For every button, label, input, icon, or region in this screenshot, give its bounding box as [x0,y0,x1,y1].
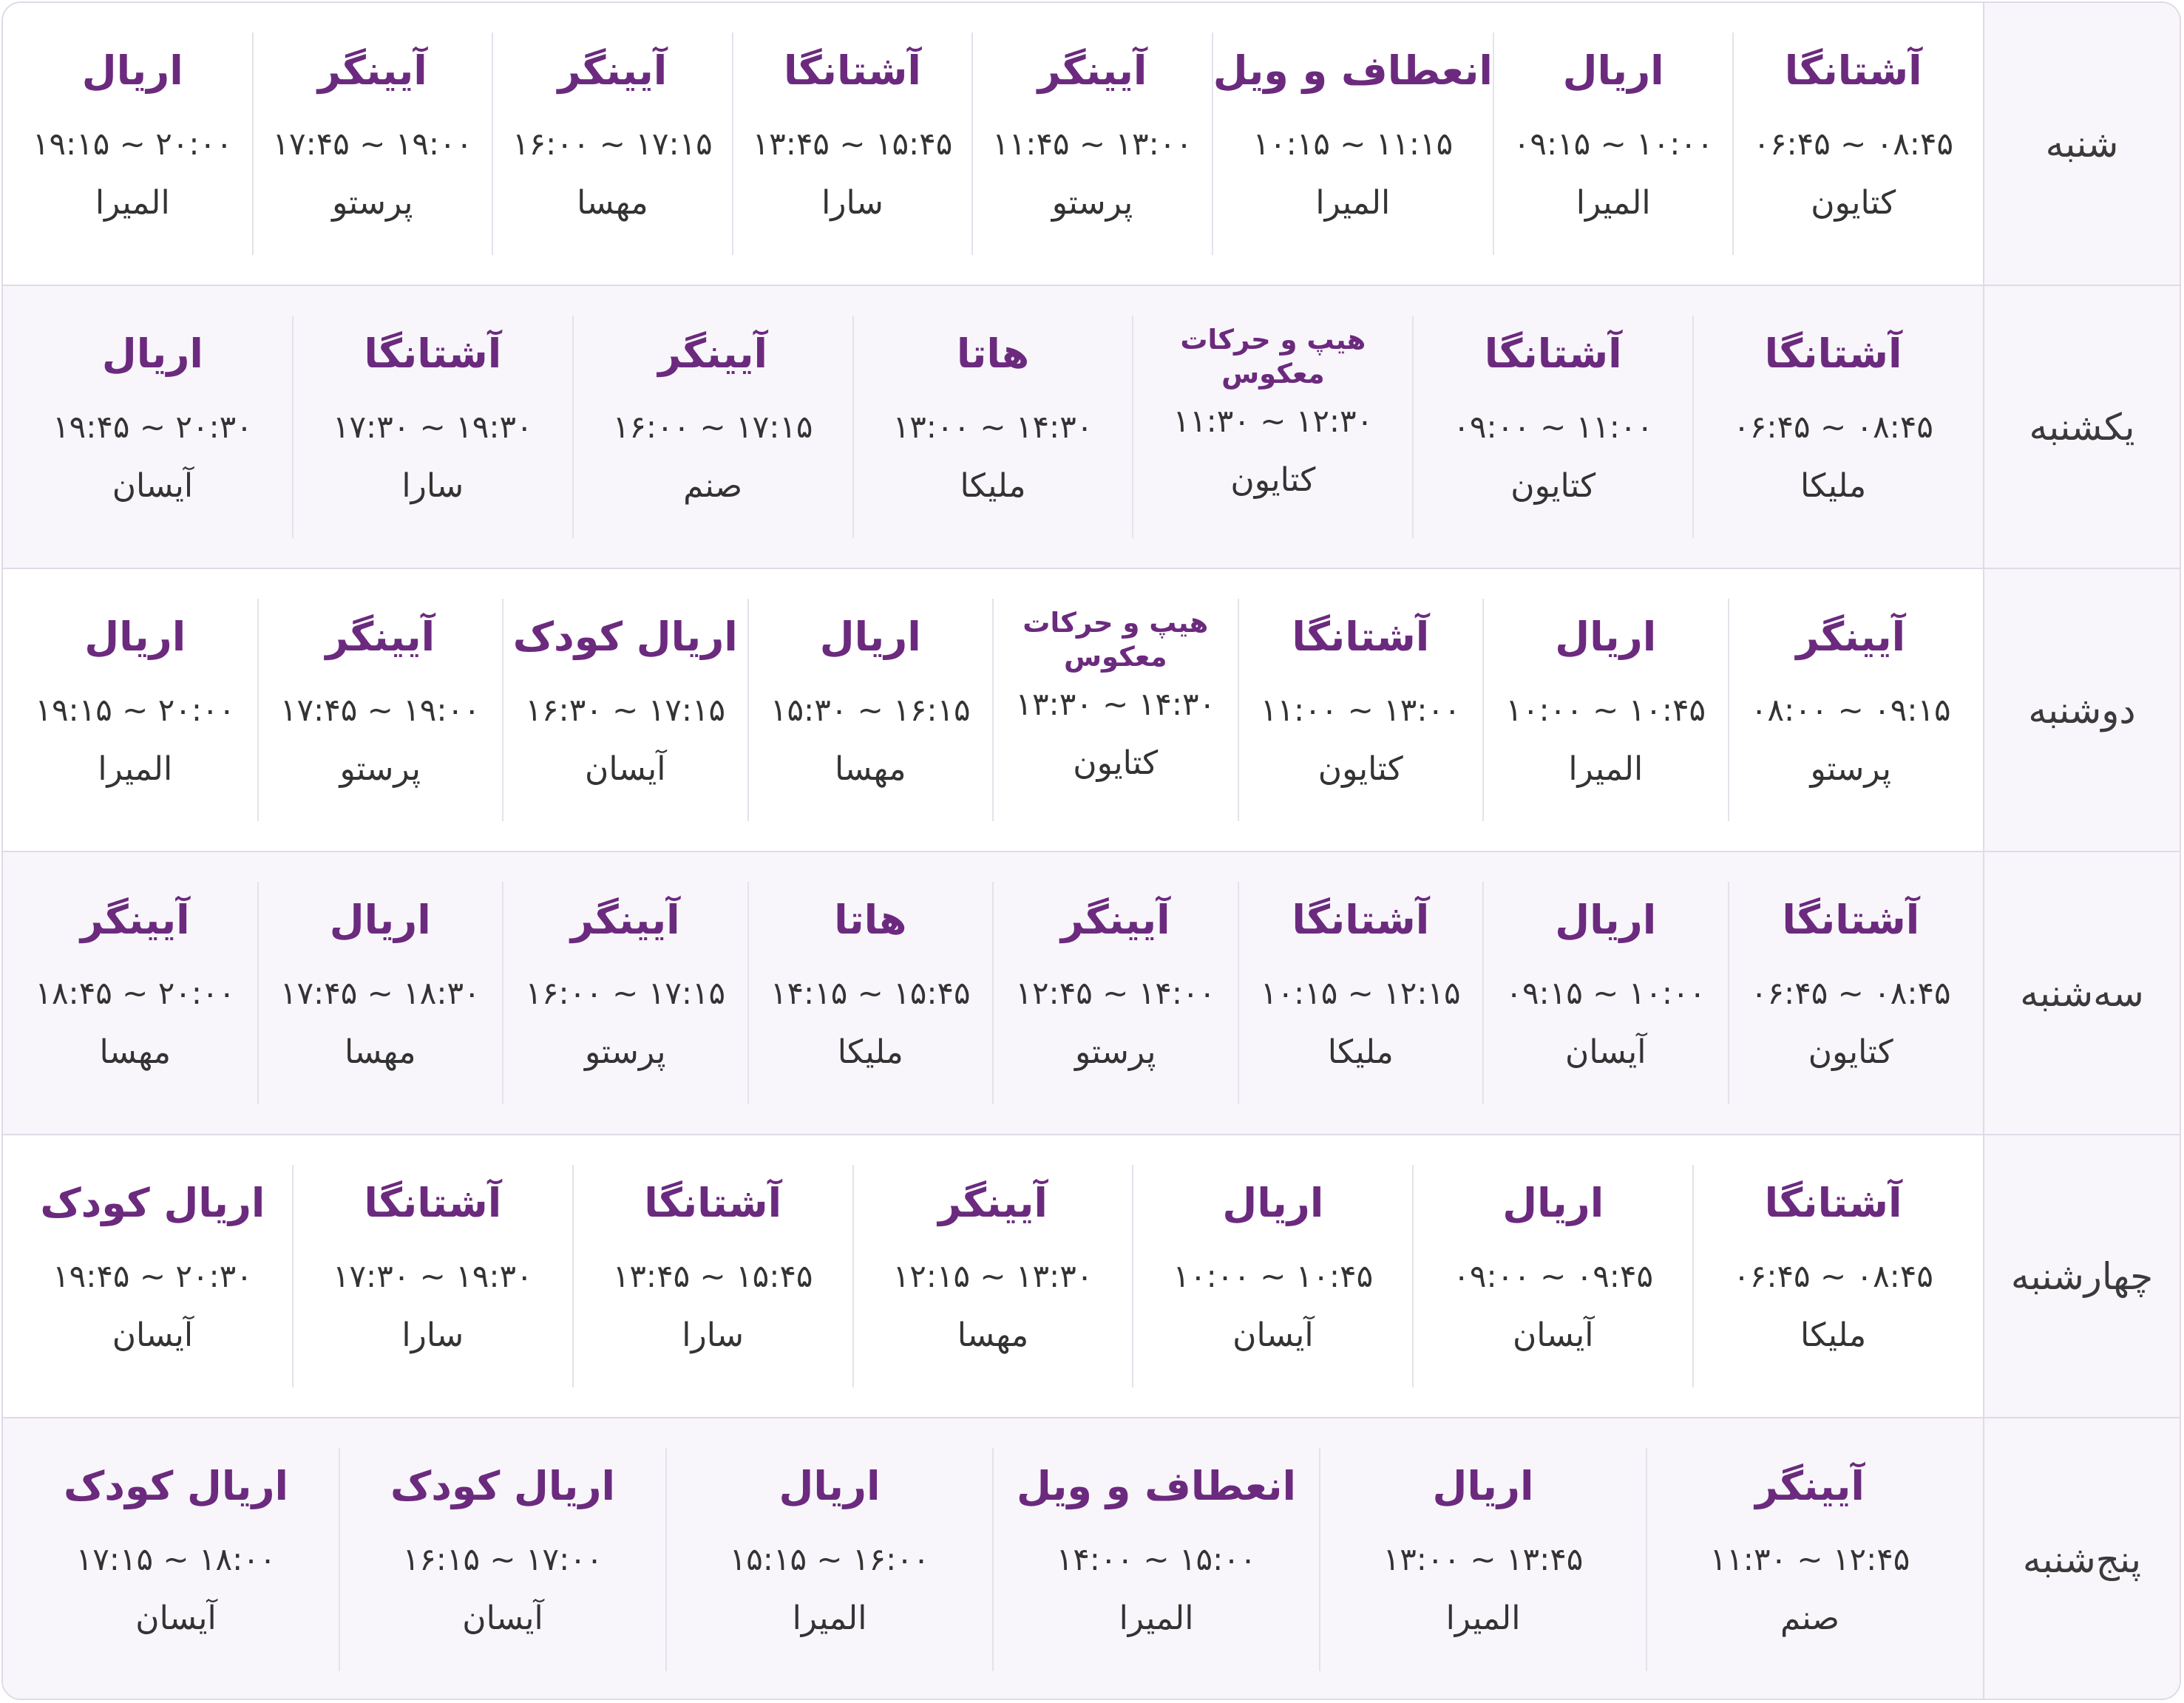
class-name: آیینگر [80,897,190,943]
session-cell [1692,316,1973,538]
session-cell [572,1165,852,1387]
session-cell [852,316,1133,538]
teacher-name: آیسان [1512,1316,1594,1354]
class-name: آیینگر [1060,897,1170,943]
session-cell [13,316,292,538]
teacher-name: المیرا [792,1600,867,1637]
class-time: ۰۶:۴۵ ~ ۰۸:۴۵ [1753,126,1954,162]
class-name: آشتانگا [364,1180,502,1226]
session-cell [252,33,492,255]
session-cell [492,33,732,255]
class-time: ۱۹:۴۵ ~ ۲۰:۳۰ [52,1258,253,1294]
session-cell [1692,1165,1973,1387]
class-name: اریال [84,613,186,660]
class-time: ۰۶:۴۵ ~ ۰۸:۴۵ [1733,1258,1933,1294]
day-row [3,852,2180,1135]
class-time: ۱۵:۱۵ ~ ۱۶:۰۰ [729,1541,930,1577]
class-time: ۱۷:۳۰ ~ ۱۹:۳۰ [332,1258,533,1294]
class-name: اریال [1222,1180,1324,1226]
class-time: ۱۳:۳۰ ~ ۱۴:۳۰ [1015,686,1216,722]
class-time: ۱۹:۱۵ ~ ۲۰:۰۰ [32,126,233,162]
teacher-name: ملیکا [1800,467,1867,505]
class-time: ۱۶:۰۰ ~ ۱۷:۱۵ [525,975,726,1011]
class-name: اریال کودک [390,1463,616,1509]
teacher-name: آیسان [112,1316,194,1354]
class-name: اریال کودک [512,613,738,660]
session-cell [992,882,1238,1104]
class-time: ۱۴:۰۰ ~ ۱۵:۰۰ [1056,1541,1257,1577]
teacher-name: المیرا [1315,184,1391,222]
class-name: اریال [1555,613,1657,660]
session-cell [747,599,993,821]
teacher-name: مهسا [577,184,648,222]
class-time: ۱۴:۱۵ ~ ۱۵:۴۵ [770,975,971,1011]
class-time: ۱۰:۰۰ ~ ۱۰:۴۵ [1173,1258,1374,1294]
class-name: اریال [81,47,183,94]
class-name: آیینگر [938,1180,1048,1226]
class-name: آیینگر [1755,1463,1865,1509]
session-cell [1132,316,1412,538]
class-time: ۱۲:۱۵ ~ ۱۳:۳۰ [892,1258,1093,1294]
class-name: اریال کودک [40,1180,265,1226]
teacher-name: کتایون [1510,467,1596,505]
class-time: ۱۶:۰۰ ~ ۱۷:۱۵ [612,409,813,445]
class-name: اریال [1502,1180,1604,1226]
session-cell [1728,599,1973,821]
teacher-name: ملیکا [960,467,1026,505]
class-name: آشتانگا [1292,897,1430,943]
class-time: ۱۷:۴۵ ~ ۱۸:۳۰ [279,975,481,1011]
class-time: ۱۷:۴۵ ~ ۱۹:۰۰ [272,126,473,162]
teacher-name: سارا [401,467,464,505]
class-time: ۱۱:۳۰ ~ ۱۲:۴۵ [1709,1541,1910,1577]
teacher-name: پرستو [1810,750,1891,788]
teacher-name: پرستو [332,184,413,222]
class-time: ۱۶:۰۰ ~ ۱۷:۱۵ [512,126,713,162]
teacher-name: آیسان [1232,1316,1314,1354]
class-time: ۱۳:۰۰ ~ ۱۴:۳۰ [892,409,1093,445]
session-cell [502,599,747,821]
teacher-name: المیرا [1445,1600,1521,1637]
day-label: شنبه [1983,3,2180,285]
session-cell [992,599,1238,821]
class-time: ۱۶:۱۵ ~ ۱۷:۰۰ [402,1541,603,1577]
class-name: اریال [1432,1463,1534,1509]
class-time: ۱۰:۱۵ ~ ۱۱:۱۵ [1252,126,1454,162]
session-cell [13,33,252,255]
day-row [3,1418,2180,1700]
session-cell [257,599,503,821]
class-time: ۱۹:۴۵ ~ ۲۰:۳۰ [52,409,253,445]
session-cell [1238,882,1483,1104]
day-row [3,3,2180,286]
session-cell [852,1165,1133,1387]
session-cell [1732,33,1973,255]
teacher-name: آیسان [585,750,666,788]
teacher-name: پرستو [339,750,421,788]
session-cell [1132,1165,1412,1387]
session-cell [1728,882,1973,1104]
session-cell [339,1448,665,1671]
class-time: ۰۹:۱۵ ~ ۱۰:۰۰ [1513,126,1714,162]
class-time: ۱۱:۳۰ ~ ۱۲:۳۰ [1173,403,1374,439]
session-cell [1493,33,1733,255]
teacher-name: صنم [1780,1600,1839,1637]
class-name: آیینگر [570,897,680,943]
weekly-schedule-table [1,1,2181,1700]
teacher-name: المیرا [95,184,170,222]
class-time: ۰۹:۰۰ ~ ۱۱:۰۰ [1453,409,1654,445]
teacher-name: پرستو [585,1033,666,1071]
class-name: آشتانگا [1764,330,1902,377]
class-name: آیینگر [1796,613,1906,660]
teacher-name: ملیکا [1800,1316,1867,1354]
teacher-name: پرستو [1075,1033,1156,1071]
session-cell [732,33,972,255]
class-time: ۰۸:۰۰ ~ ۰۹:۱۵ [1750,692,1951,728]
session-cell [1212,33,1493,255]
class-time: ۱۲:۴۵ ~ ۱۴:۰۰ [1015,975,1216,1011]
class-time: ۱۷:۱۵ ~ ۱۸:۰۰ [75,1541,277,1577]
class-time: ۰۹:۱۵ ~ ۱۰:۰۰ [1505,975,1706,1011]
session-list [3,286,1983,568]
session-cell [13,599,257,821]
class-name: آیینگر [317,47,427,94]
day-label: چهارشنبه [1983,1135,2180,1417]
class-time: ۱۰:۰۰ ~ ۱۰:۴۵ [1505,692,1706,728]
session-cell [971,33,1212,255]
session-cell [13,882,257,1104]
teacher-name: المیرا [98,750,173,788]
class-time: ۰۹:۰۰ ~ ۰۹:۴۵ [1453,1258,1654,1294]
class-time: ۱۵:۳۰ ~ ۱۶:۱۵ [770,692,971,728]
session-list [3,569,1983,851]
session-cell [502,882,747,1104]
teacher-name: کتایون [1317,750,1403,788]
class-time: ۱۳:۴۵ ~ ۱۵:۴۵ [752,126,953,162]
class-time: ۱۰:۱۵ ~ ۱۲:۱۵ [1260,975,1461,1011]
class-name: انعطاف و ویل [1213,47,1493,94]
class-name: آشتانگا [1764,1180,1902,1226]
teacher-name: ملیکا [837,1033,903,1071]
session-cell [292,316,572,538]
teacher-name: آیسان [1565,1033,1647,1071]
class-name: اریال [819,613,921,660]
teacher-name: کتایون [1073,744,1159,782]
class-time: ۱۱:۰۰ ~ ۱۳:۰۰ [1260,692,1461,728]
class-name: هیپ و حرکات معکوس [1023,607,1209,673]
session-list [3,1135,1983,1417]
day-label: یکشنبه [1983,286,2180,568]
class-time: ۱۶:۳۰ ~ ۱۷:۱۵ [525,692,726,728]
session-list [3,852,1983,1134]
class-time: ۱۷:۳۰ ~ ۱۹:۳۰ [332,409,533,445]
class-name: اریال [101,330,203,377]
session-cell [1482,599,1728,821]
class-name: هاتا [956,330,1030,377]
teacher-name: سارا [821,184,884,222]
class-name: اریال [329,897,431,943]
class-name: آشتانگا [364,330,502,377]
class-name: اریال [779,1463,881,1509]
session-list [3,3,1983,285]
day-label: دوشنبه [1983,569,2180,851]
class-name: اریال [1562,47,1664,94]
teacher-name: آیسان [135,1600,217,1637]
session-cell [292,1165,572,1387]
class-time: ۱۹:۱۵ ~ ۲۰:۰۰ [35,692,236,728]
class-name: هیپ و حرکات معکوس [1180,324,1366,390]
session-cell [1646,1448,1973,1671]
teacher-name: آیسان [462,1600,543,1637]
day-row [3,286,2180,569]
teacher-name: المیرا [1576,184,1651,222]
session-cell [1412,1165,1692,1387]
class-name: انعطاف و ویل [1016,1463,1297,1509]
class-time: ۱۱:۴۵ ~ ۱۳:۰۰ [992,126,1193,162]
teacher-name: پرستو [1051,184,1133,222]
class-name: هاتا [834,897,907,943]
class-time: ۱۳:۴۵ ~ ۱۵:۴۵ [612,1258,813,1294]
session-cell [13,1165,292,1387]
day-label: سه‌شنبه [1983,852,2180,1134]
class-name: آشتانگا [644,1180,782,1226]
session-cell [747,882,993,1104]
teacher-name: مهسا [835,750,906,788]
teacher-name: مهسا [957,1316,1029,1354]
class-name: آشتانگا [1484,330,1622,377]
day-row [3,569,2180,852]
class-name: آشتانگا [1292,613,1430,660]
session-cell [1319,1448,1646,1671]
teacher-name: سارا [682,1316,745,1354]
teacher-name: کتایون [1230,461,1316,499]
class-time: ۰۶:۴۵ ~ ۰۸:۴۵ [1733,409,1933,445]
teacher-name: کتایون [1808,1033,1893,1071]
day-label: پنج‌شنبه [1983,1418,2180,1700]
class-time: ۱۷:۴۵ ~ ۱۹:۰۰ [279,692,481,728]
session-cell [665,1448,992,1671]
class-name: آشتانگا [1782,897,1920,943]
class-name: آیینگر [557,47,668,94]
class-time: ۰۶:۴۵ ~ ۰۸:۴۵ [1750,975,1951,1011]
teacher-name: المیرا [1119,1600,1194,1637]
class-name: آیینگر [1037,47,1147,94]
teacher-name: مهسا [345,1033,416,1071]
day-row [3,1135,2180,1418]
class-name: آیینگر [325,613,435,660]
class-time: ۱۳:۰۰ ~ ۱۳:۴۵ [1383,1541,1584,1577]
class-name: اریال [1555,897,1657,943]
session-cell [257,882,503,1104]
class-name: اریال کودک [63,1463,289,1509]
session-cell [1482,882,1728,1104]
teacher-name: آیسان [112,467,194,505]
session-cell [1412,316,1692,538]
teacher-name: ملیکا [1327,1033,1394,1071]
session-cell [1238,599,1483,821]
teacher-name: المیرا [1568,750,1644,788]
session-cell [13,1448,339,1671]
class-name: آشتانگا [784,47,921,94]
session-list [3,1418,1983,1700]
class-time: ۱۸:۴۵ ~ ۲۰:۰۰ [35,975,236,1011]
teacher-name: سارا [401,1316,464,1354]
class-name: آیینگر [658,330,768,377]
class-name: آشتانگا [1784,47,1922,94]
teacher-name: مهسا [99,1033,172,1071]
session-cell [572,316,852,538]
teacher-name: صنم [683,467,743,505]
teacher-name: کتایون [1811,184,1896,222]
session-cell [992,1448,1319,1671]
